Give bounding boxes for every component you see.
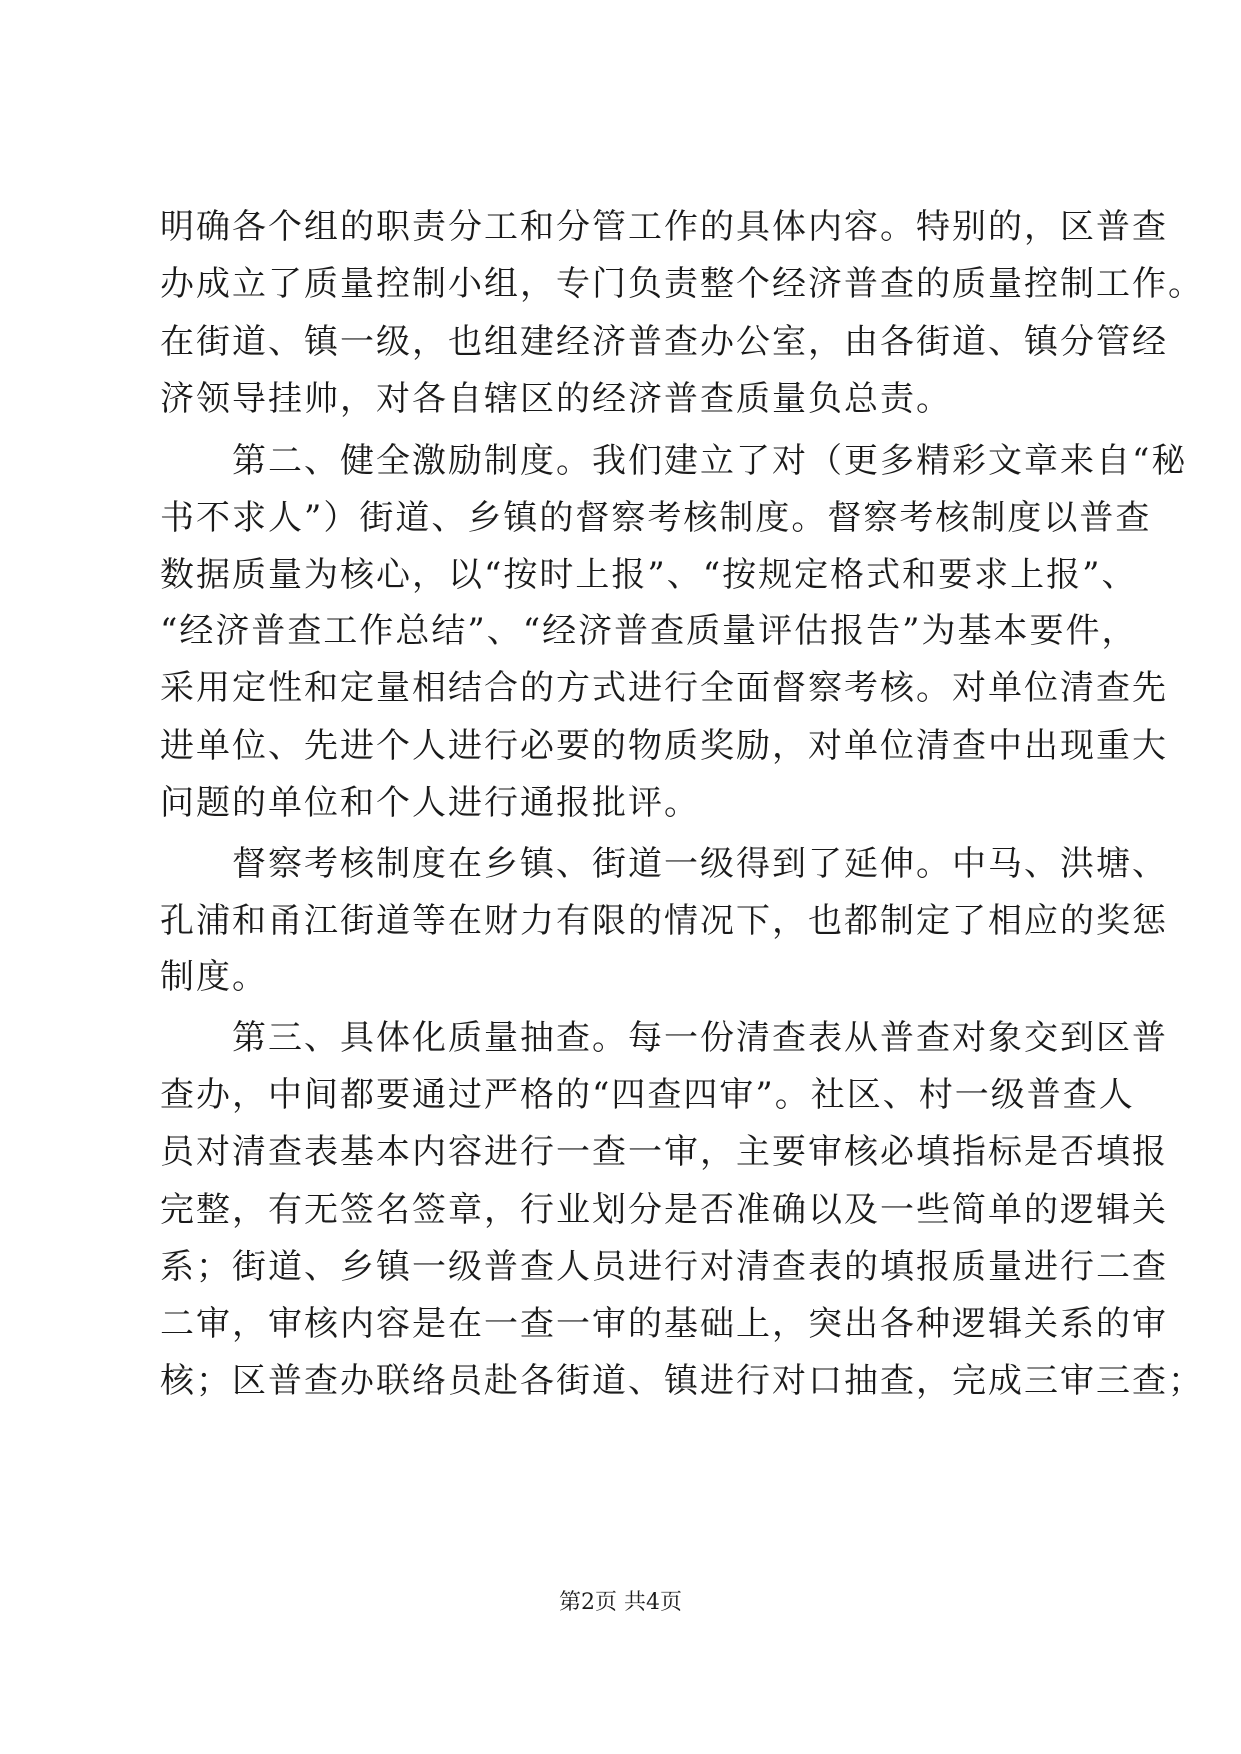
text-line: 问题的单位和个人进行通报批评。 — [160, 783, 700, 823]
text-line: 进单位、先进个人进行必要的物质奖励，对单位清查中出现重大 — [160, 726, 1168, 766]
page-number-footer: 第2页 共4页 — [559, 1590, 682, 1615]
text-line: 办成立了质量控制小组，专门负责整个经济普查的质量控制工作。 — [160, 264, 1204, 304]
text-line: 采用定性和定量相结合的方式进行全面督察考核。对单位清查先 — [160, 668, 1168, 708]
text-line: 二审，审核内容是在一查一审的基础上，突出各种逻辑关系的审 — [160, 1304, 1168, 1344]
text-line: 济领导挂帅，对各自辖区的经济普查质量负总责。 — [160, 379, 952, 419]
text-line: 数据质量为核心，以“按时上报”、“按规定格式和要求上报”、 — [160, 555, 1138, 595]
text-line: 督察考核制度在乡镇、街道一级得到了延伸。中马、洪塘、 — [160, 844, 1168, 884]
text-line: 书不求人”）街道、乡镇的督察考核制度。督察考核制度以普查 — [160, 498, 1152, 538]
text-line: 员对清查表基本内容进行一查一审，主要审核必填指标是否填报 — [160, 1132, 1168, 1172]
text-line: 孔浦和甬江街道等在财力有限的情况下，也都制定了相应的奖惩 — [160, 901, 1168, 941]
text-line: 查办，中间都要通过严格的“四查四审”。社区、村一级普查人 — [160, 1075, 1135, 1115]
text-line: 制度。 — [160, 957, 268, 997]
text-line: 明确各个组的职责分工和分管工作的具体内容。特别的，区普查 — [160, 207, 1168, 247]
text-line: 完整，有无签名签章，行业划分是否准确以及一些简单的逻辑关 — [160, 1190, 1168, 1230]
text-line: “经济普查工作总结”、“经济普查质量评估报告”为基本要件， — [160, 611, 1138, 651]
text-line: 第二、健全激励制度。我们建立了对（更多精彩文章来自“秘 — [160, 441, 1188, 481]
text-line: 第三、具体化质量抽查。每一份清查表从普查对象交到区普 — [160, 1018, 1168, 1058]
text-line: 核；区普查办联络员赴各街道、镇进行对口抽查，完成三审三查； — [160, 1361, 1204, 1401]
text-line: 在街道、镇一级，也组建经济普查办公室，由各街道、镇分管经 — [160, 322, 1168, 362]
text-line: 系；街道、乡镇一级普查人员进行对清查表的填报质量进行二查 — [160, 1247, 1168, 1287]
